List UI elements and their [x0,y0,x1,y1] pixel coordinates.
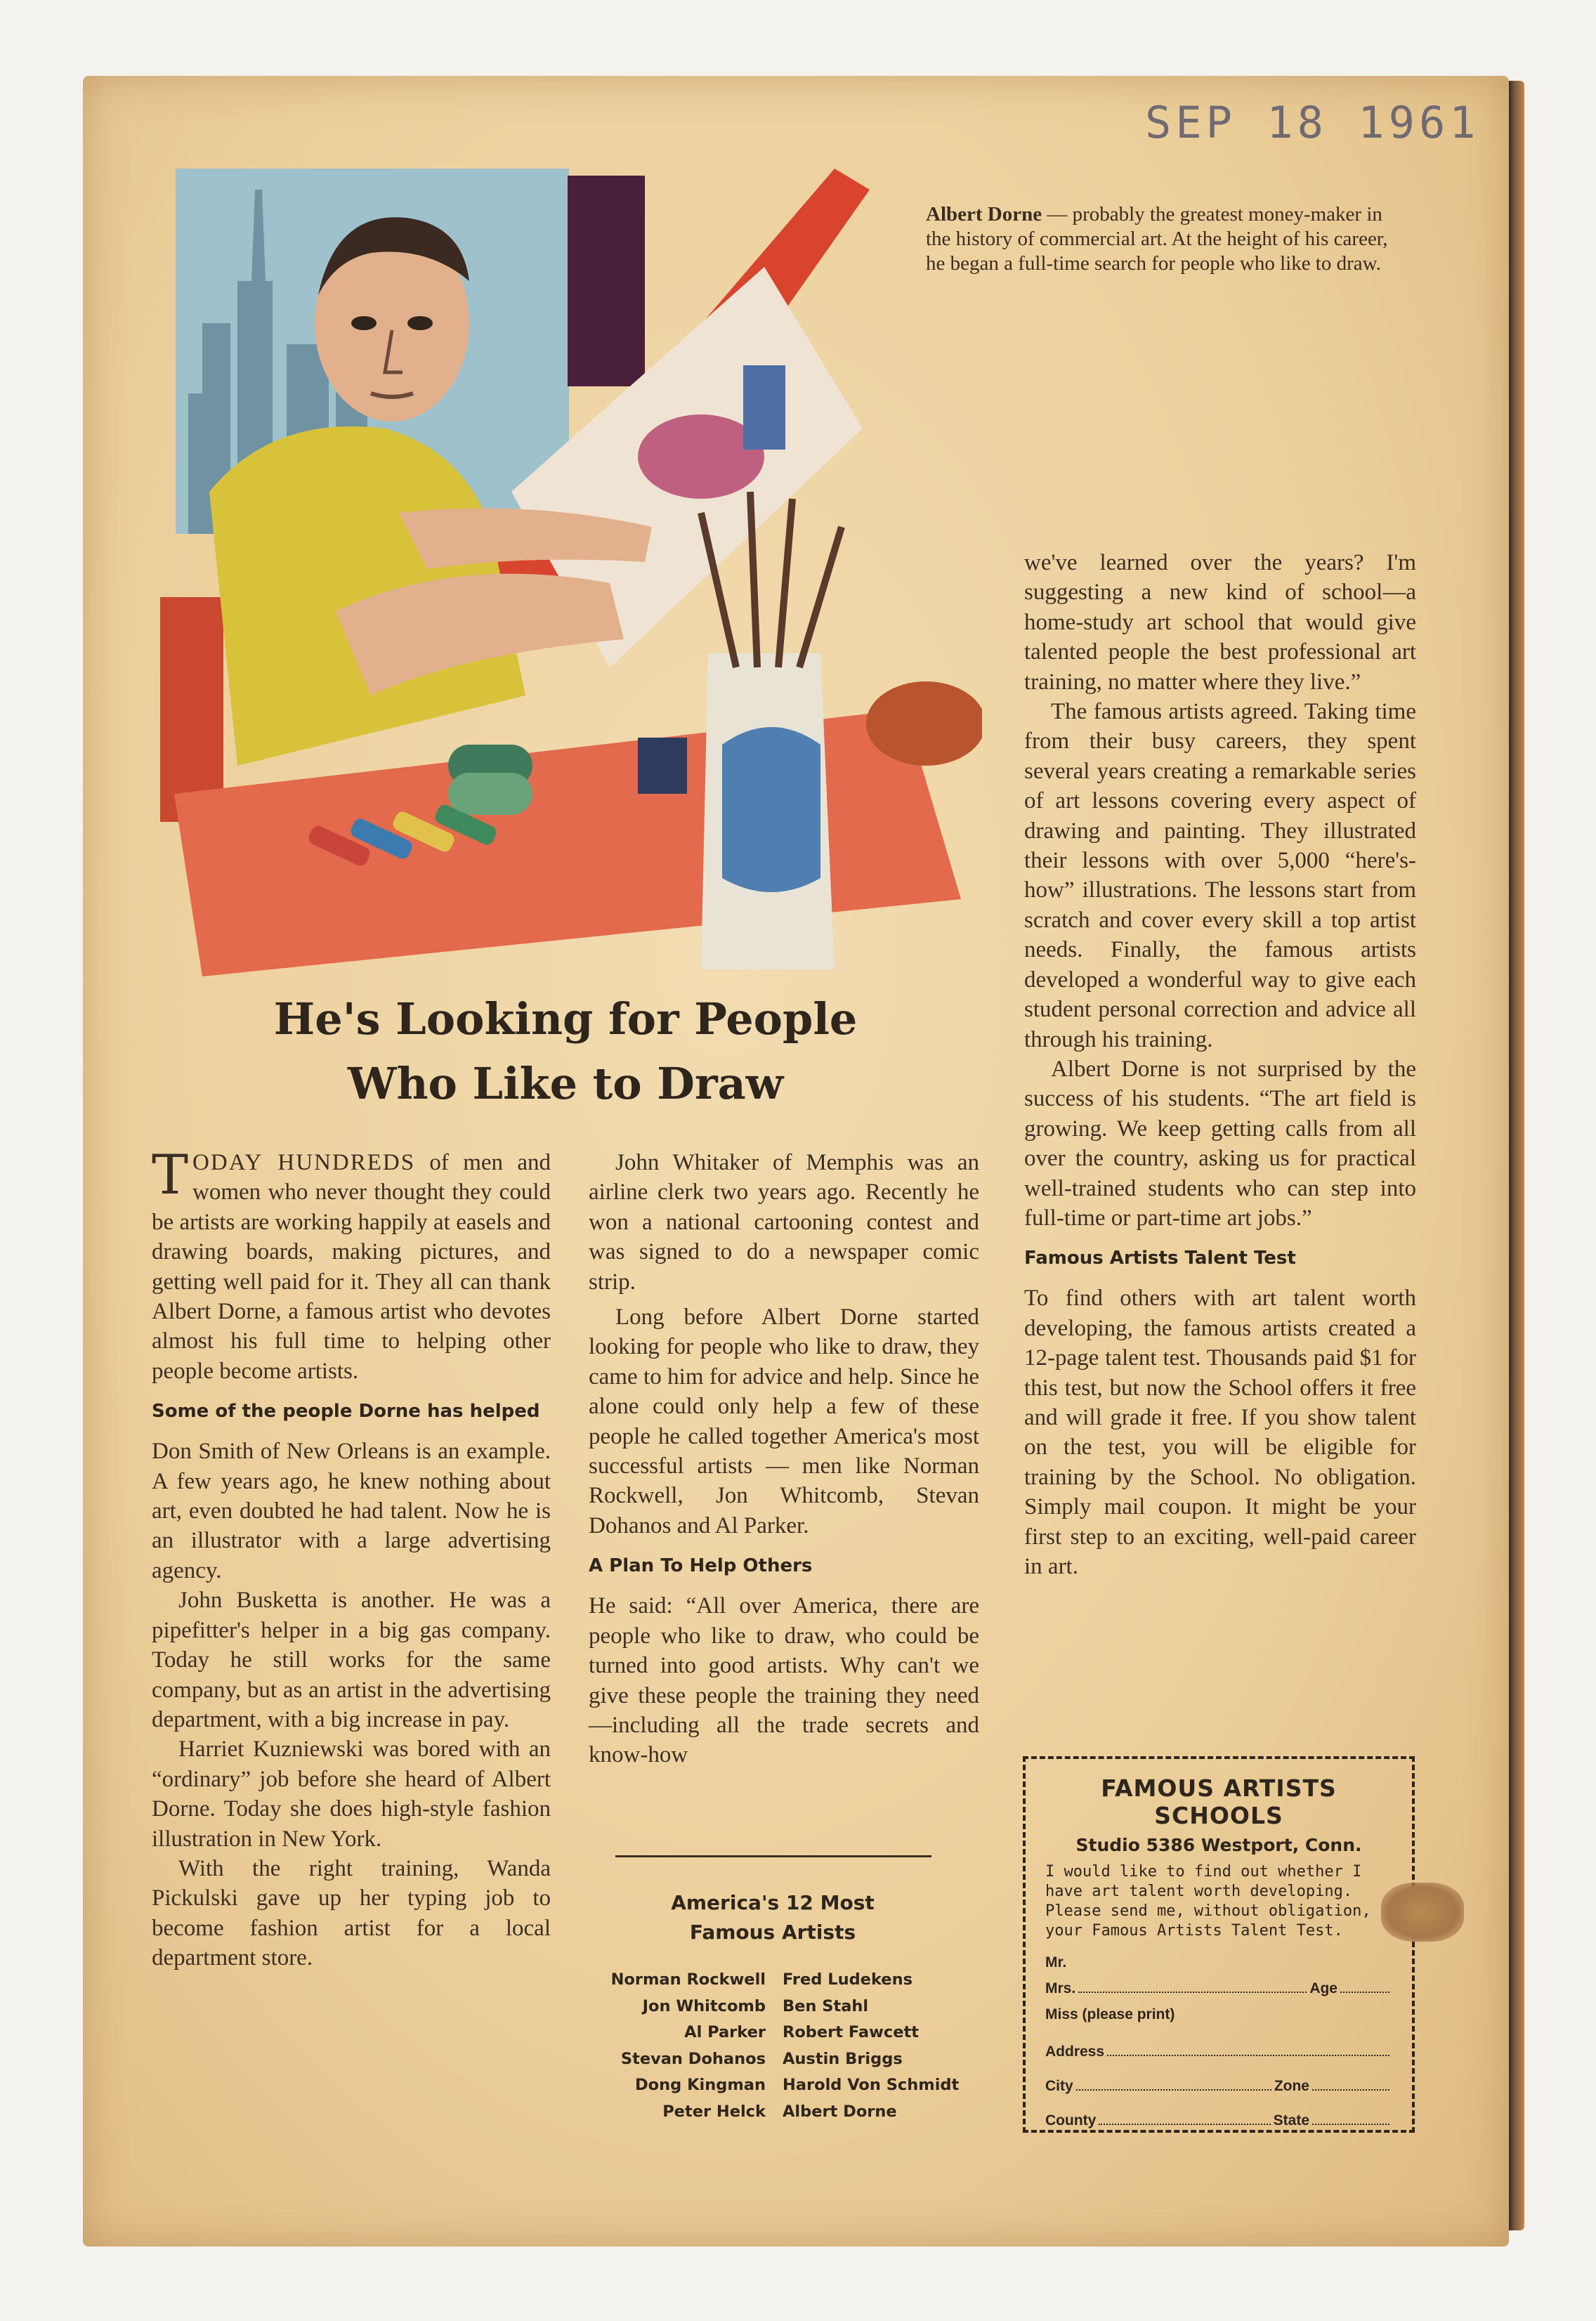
lead-in: ODAY HUNDREDS [192,1150,416,1175]
artist-name: Norman Rockwell [610,1970,766,1989]
list-item [577,2020,992,2046]
artist-name: Dong Kingman [634,2076,766,2095]
paragraph: He said: “All over America, there are people who like to draw, who could be turned into good artists. Why can't we give these people the training they need—including all the trade secrets and know-how [589,1593,979,1768]
illustration-caption [926,202,1404,276]
article-column-1 [152,1144,551,1973]
subheading: Famous Artists Talent Test [1024,1248,1296,1269]
headline [169,987,962,1116]
list-item [577,2046,992,2073]
county-field[interactable]: County State [1045,2110,1392,2129]
paragraph: With the right training, Wanda Pickulski gave up her typing job to become fashion artist for a local department store. [152,1855,551,1971]
paragraph: Long before Albert Dorne started looking for people who like to draw, they came to him for advice and help. Since he alone could only help a few of these people he called together America's most successful artists — men like Norman Rockwell, Jon Whitcomb, Stevan Dohanos and Al Parker. [589,1305,979,1538]
artist-name: Jon Whitcomb [642,1996,766,2015]
caption-name: Albert Dorne [926,203,1042,225]
artist-name: Ben Stahl [783,1996,869,2015]
artist-name: Robert Fawcett [783,2023,919,2042]
list-item [577,2072,992,2099]
divider-rule [615,1855,931,1857]
article-column-3 [1024,548,1416,1581]
order-coupon[interactable] [1023,1756,1415,2133]
date-stamp: SEP 18 1961 [1145,97,1480,148]
paragraph: of men and women who never thought they could be artists are working happily at easels and drawing boards, making pictures, and getting well paid for it. They all can thank Albert Dorne, a famous artist who devotes almost his full time to helping other people become artists. [152,1150,551,1384]
artist-name: Albert Dorne [783,2102,897,2121]
artists-list-title [590,1888,955,1947]
paragraph: John Whitaker of Memphis was an airline clerk two years ago. Recently he won a national cartooning contest and was signed to do a newspaper comic strip. [589,1150,979,1295]
paragraph: Harriet Kuzniewski was bored with an “ordinary” job before she heard of Albert Dorne. Today she does high-style fashion illustration in New York. [152,1737,551,1852]
artist-illustration [160,162,982,983]
artists-title-line-2: Famous Artists [689,1921,856,1944]
state-label: State [1273,2112,1309,2129]
list-item [577,1967,992,1994]
artist-name: Al Parker [684,2023,766,2042]
artist-name: Stevan Dohanos [620,2049,766,2068]
subheading: A Plan To Help Others [589,1555,813,1577]
artist-name: Peter Helck [662,2102,766,2121]
paragraph: Albert Dorne is not surprised by the success of his students. “The art field is growing. We keep getting calls from all over the country, asking us for practical well-trained students who can step into full-time or part-time art jobs.” [1024,1056,1416,1231]
tape-residue [1381,1883,1464,1942]
zone-label: Zone [1274,2078,1309,2094]
ink-bottle [638,738,687,794]
artist-name: Austin Briggs [783,2049,903,2068]
age-label: Age [1309,1980,1337,1996]
paragraph: John Busketta is another. He was a pipefitter's helper in a big gas company. Today he still works for the same company, but as an artist in the advertising department, with a big increase in pay. [152,1588,551,1732]
paragraph: The famous artists agreed. Taking time from their busy careers, they spent several years creating a remarkable series of art lessons covering every aspect of drawing and painting. They illustrated their lessons with over 5,000 “here's-how” illustrations. The lessons start from scratch and cover every skill a top artist needs. Finally, the famous artists developed a wonderful way to give each student personal correction and advice all through his training. [1024,699,1416,1052]
article-column-2 [589,1148,979,1770]
mr-field[interactable]: Mr. [1045,1954,1067,1970]
curtain [568,176,645,386]
artists-list [577,1967,992,2126]
paragraph: To find others with art talent worth developing, the famous artists created a 12-page talent test. Thousands paid $1 for this test, but now the School offers it free and will grade it free. If you show talent on the test, you will be eligible for training by the School. No obligation. Simply mail coupon. It might be your first step to an exciting, well-paid career in art. [1024,1286,1416,1579]
artist-name: Fred Ludekens [783,1970,913,1989]
paragraph: Don Smith of New Orleans is an example. A few years ago, he knew nothing about art, even doubted he had talent. Now he is an illustrator with a large advertising agency. [152,1439,551,1583]
bowl [866,681,982,766]
paragraph: we've learned over the years? I'm suggesting a new kind of school—a home-study art school that would give talented people the best professional art training, no matter where they live.” [1024,550,1416,695]
chair [160,597,223,822]
artist-name: Harold Von Schmidt [783,2076,960,2095]
city-field[interactable]: City Zone [1045,2076,1392,2095]
coupon-studio: Studio 5386 Westport, Conn. [1075,1835,1362,1855]
coupon-body: I would like to find out whether I have art talent worth developing. Please send me, without obligation, your Famous Artists Talent Test. [1045,1863,1371,1940]
cowboy-figure [743,365,785,450]
artists-title-line-1: America's 12 Most [671,1891,875,1914]
mrs-field[interactable]: Mrs. Age [1045,1978,1392,1997]
list-item [577,1994,992,2020]
miss-field[interactable]: Miss (please print) [1045,2006,1175,2022]
subheading: Some of the people Dorne has helped [152,1401,540,1423]
list-item [577,2099,992,2126]
address-field[interactable]: Address [1045,2041,1392,2060]
coupon-title: FAMOUS ARTISTS SCHOOLS [1101,1774,1337,1829]
headline-line-2: Who Like to Draw [347,1058,784,1109]
caption-text: — probably the greatest money-maker in the history of commercial art. At the height of his career, he began a full-time search for people who like to draw. [926,203,1388,275]
drop-cap: T [152,1144,189,1207]
headline-line-1: He's Looking for People [273,993,858,1045]
